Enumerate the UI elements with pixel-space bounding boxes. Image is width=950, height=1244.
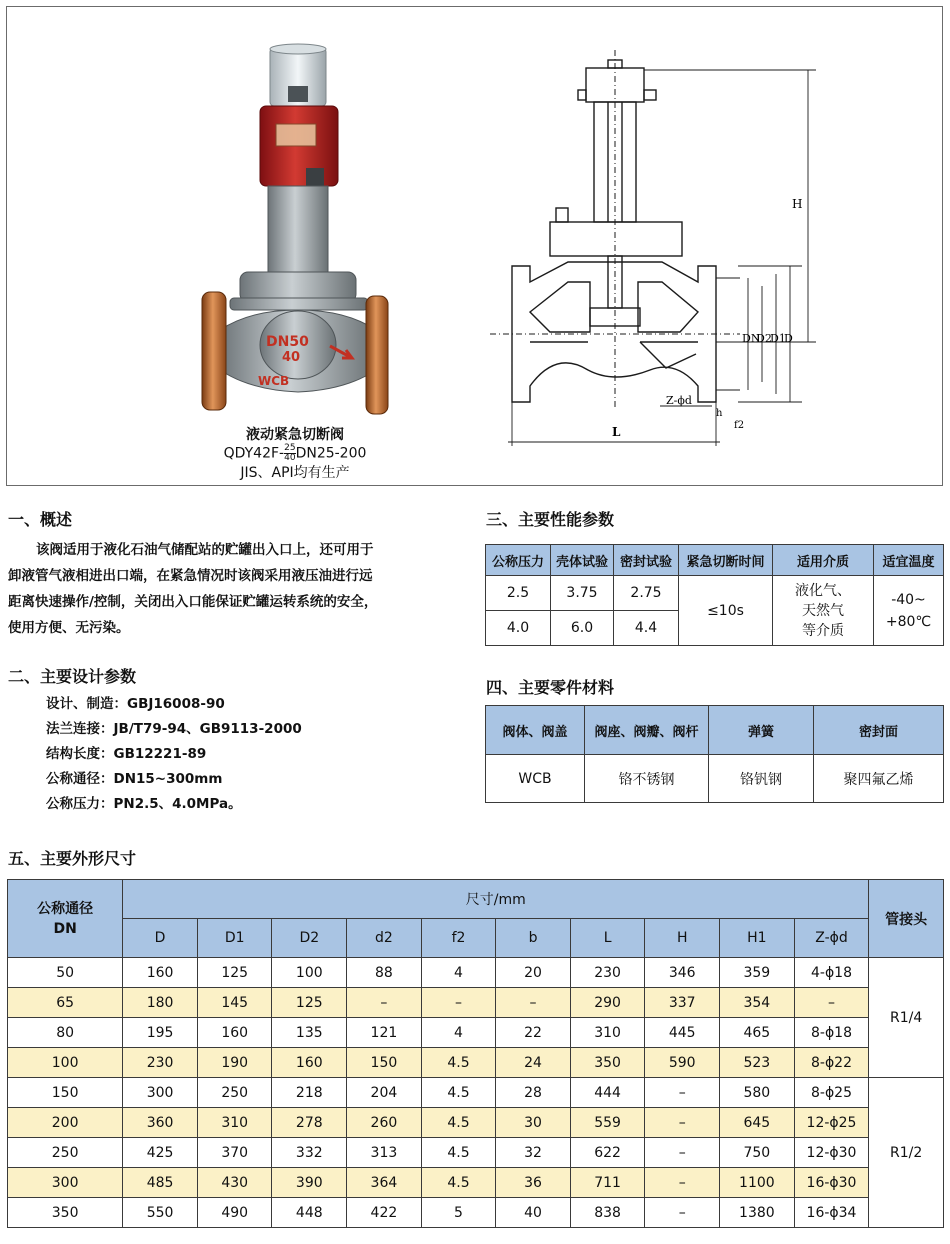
model-prefix: QDY42F- xyxy=(223,445,285,462)
section-5-title: 五、主要外形尺寸 xyxy=(8,849,137,868)
cell: 3.75 xyxy=(551,576,614,611)
cell: 559 xyxy=(570,1108,645,1138)
cell: 16-ϕ30 xyxy=(794,1168,869,1198)
param-length: 结构长度：GB12221-89 xyxy=(46,746,207,762)
th-shell-test: 壳体试验 xyxy=(551,545,614,576)
cell: 523 xyxy=(720,1048,795,1078)
cell: 354 xyxy=(720,988,795,1018)
cell: 150 xyxy=(347,1048,422,1078)
cell: 300 xyxy=(8,1168,123,1198)
table-row xyxy=(8,1168,944,1198)
model-frac-top: 25 xyxy=(284,443,296,453)
th-col-d: D xyxy=(123,919,198,958)
cell: 150 xyxy=(8,1078,123,1108)
th-col-f2: f2 xyxy=(421,919,496,958)
cell: 350 xyxy=(8,1198,123,1228)
cell: 12-ϕ25 xyxy=(794,1108,869,1138)
medium-line: 液化气、 xyxy=(795,582,851,599)
cell: 160 xyxy=(197,1018,272,1048)
cell: 88 xyxy=(347,958,422,988)
cell: 550 xyxy=(123,1198,198,1228)
cell: WCB xyxy=(486,755,585,803)
cell: 444 xyxy=(570,1078,645,1108)
cell: 4.4 xyxy=(614,611,679,646)
cell: 422 xyxy=(347,1198,422,1228)
cell: 430 xyxy=(197,1168,272,1198)
cell: 12-ϕ30 xyxy=(794,1138,869,1168)
cell: 80 xyxy=(8,1018,123,1048)
cell: 190 xyxy=(197,1048,272,1078)
cell: 100 xyxy=(8,1048,123,1078)
medium-line: 等介质 xyxy=(802,622,844,639)
cell: 30 xyxy=(496,1108,571,1138)
cell: – xyxy=(496,988,571,1018)
cell: 485 xyxy=(123,1168,198,1198)
table-row xyxy=(8,1198,944,1228)
overview-line-3: 距离快速操作/控制，关闭出入口能保证贮罐运转系统的安全， xyxy=(8,594,378,610)
section-2-title: 二、主要设计参数 xyxy=(8,667,137,686)
th-col-z-phi-d: Z-ϕd xyxy=(794,919,869,958)
model-pressure-fraction xyxy=(284,444,295,463)
cell: 425 xyxy=(123,1138,198,1168)
performance-row xyxy=(486,576,944,611)
cell: – xyxy=(645,1138,720,1168)
cell: 313 xyxy=(347,1138,422,1168)
cell: 332 xyxy=(272,1138,347,1168)
cell: 711 xyxy=(570,1168,645,1198)
cell: 65 xyxy=(8,988,123,1018)
label-l: L xyxy=(612,425,621,439)
th-col-h1: H1 xyxy=(720,919,795,958)
cell: 390 xyxy=(272,1168,347,1198)
cell: 16-ϕ34 xyxy=(794,1198,869,1228)
cell: – xyxy=(645,1168,720,1198)
cell: 28 xyxy=(496,1078,571,1108)
valve-caption-name: 液动紧急切断阀 xyxy=(246,427,344,443)
performance-table xyxy=(485,544,944,646)
th-nominal-pressure: 公称压力 xyxy=(486,545,551,576)
cell: 1380 xyxy=(720,1198,795,1228)
cell: 145 xyxy=(197,988,272,1018)
th-col-h: H xyxy=(645,919,720,958)
cell: 4-ϕ18 xyxy=(794,958,869,988)
th-col-l: L xyxy=(570,919,645,958)
table-row xyxy=(8,1078,944,1108)
materials-header-row xyxy=(486,706,944,755)
cell: 490 xyxy=(197,1198,272,1228)
cell: 346 xyxy=(645,958,720,988)
th-spring: 弹簧 xyxy=(709,706,814,755)
th-cutoff-time: 紧急切断时间 xyxy=(679,545,773,576)
table-row xyxy=(8,1018,944,1048)
cell: 4.5 xyxy=(421,1168,496,1198)
cell: 聚四氟乙烯 xyxy=(814,755,944,803)
cell: 250 xyxy=(8,1138,123,1168)
label-d: D xyxy=(784,332,793,345)
materials-row xyxy=(486,755,944,803)
cell: 5 xyxy=(421,1198,496,1228)
table-row xyxy=(8,988,944,1018)
cell: 580 xyxy=(720,1078,795,1108)
valve-photo xyxy=(190,40,400,425)
th-dn-line: 公称通径 xyxy=(37,900,94,917)
cell: 4 xyxy=(421,958,496,988)
medium-line: 天然气 xyxy=(802,602,844,619)
cell: 125 xyxy=(272,988,347,1018)
th-col-small-d2: d2 xyxy=(347,919,422,958)
cell: 204 xyxy=(347,1078,422,1108)
cell: 135 xyxy=(272,1018,347,1048)
performance-header-row xyxy=(486,545,944,576)
cell: 2.75 xyxy=(614,576,679,611)
cell: 8-ϕ25 xyxy=(794,1078,869,1108)
cell: 590 xyxy=(645,1048,720,1078)
cell: 200 xyxy=(8,1108,123,1138)
dimensions-table xyxy=(7,879,944,1228)
dimensions-header-row-1 xyxy=(8,880,944,919)
temperature-line: -40~ xyxy=(891,591,926,608)
cell: 1100 xyxy=(720,1168,795,1198)
section-1-title: 一、概述 xyxy=(8,510,73,529)
model-suffix: DN25-200 xyxy=(295,445,367,462)
cell: 4.5 xyxy=(421,1048,496,1078)
cell: 364 xyxy=(347,1168,422,1198)
th-nominal-dn xyxy=(8,880,123,958)
pipe-joint-cell: R1/2 xyxy=(869,1078,944,1228)
cell: 838 xyxy=(570,1198,645,1228)
cell: 4.5 xyxy=(421,1108,496,1138)
cell: 218 xyxy=(272,1078,347,1108)
cell: 310 xyxy=(197,1108,272,1138)
valve-model xyxy=(200,444,390,464)
cell: 310 xyxy=(570,1018,645,1048)
cell: 125 xyxy=(197,958,272,988)
th-pipe-joint: 管接头 xyxy=(869,880,944,958)
cell: 250 xyxy=(197,1078,272,1108)
param-flange: 法兰连接：JB/T79-94、GB9113-2000 xyxy=(46,721,302,737)
valve-marking-size: DN50 xyxy=(266,334,309,350)
cell: 50 xyxy=(8,958,123,988)
cell: 160 xyxy=(272,1048,347,1078)
cell: 6.0 xyxy=(551,611,614,646)
label-dn: DN xyxy=(742,332,761,345)
cell: 645 xyxy=(720,1108,795,1138)
cell: 32 xyxy=(496,1138,571,1168)
cell: 铬钒钢 xyxy=(709,755,814,803)
th-seal-face: 密封面 xyxy=(814,706,944,755)
label-d2: D2 xyxy=(756,332,772,345)
temperature-line: +80℃ xyxy=(885,613,932,630)
cell: 4 xyxy=(421,1018,496,1048)
dimensions-body xyxy=(8,958,944,1228)
cell: 4.5 xyxy=(421,1138,496,1168)
th-seat-disc-stem: 阀座、阀瓣、阀杆 xyxy=(585,706,709,755)
table-row xyxy=(8,958,944,988)
cell: 8-ϕ22 xyxy=(794,1048,869,1078)
cell: 160 xyxy=(123,958,198,988)
th-temperature: 适宜温度 xyxy=(874,545,944,576)
cell: 445 xyxy=(645,1018,720,1048)
cell: 20 xyxy=(496,958,571,988)
cell: 750 xyxy=(720,1138,795,1168)
cell: 8-ϕ18 xyxy=(794,1018,869,1048)
valve-model-note: JIS、API均有生产 xyxy=(240,465,350,481)
section-4-title: 四、主要零件材料 xyxy=(486,678,615,697)
cell: 230 xyxy=(123,1048,198,1078)
cell: 360 xyxy=(123,1108,198,1138)
cell: 260 xyxy=(347,1108,422,1138)
th-medium: 适用介质 xyxy=(773,545,874,576)
valve-marking-material: WCB xyxy=(258,374,290,388)
medium-value xyxy=(773,576,874,646)
th-dn-line: DN xyxy=(53,920,77,937)
cell: 100 xyxy=(272,958,347,988)
cell: 22 xyxy=(496,1018,571,1048)
cell: – xyxy=(794,988,869,1018)
th-seal-test: 密封试验 xyxy=(614,545,679,576)
overview-line-2: 卸液管气液相进出口端，在紧急情况时该阀采用液压油进行远 xyxy=(8,568,373,584)
technical-drawing xyxy=(490,50,830,450)
model-frac-bottom: 40 xyxy=(284,453,296,463)
cell: 622 xyxy=(570,1138,645,1168)
overview-line-1: 该阀适用于液化石油气储配站的贮罐出入口上，还可用于 xyxy=(36,542,374,558)
param-design: 设计、制造：GBJ16008-90 xyxy=(46,696,225,712)
th-dimensions-group: 尺寸/mm xyxy=(123,880,869,919)
cell: 4.5 xyxy=(421,1078,496,1108)
label-d1: D1 xyxy=(770,332,786,345)
valve-marking-pressure: 40 xyxy=(282,350,301,365)
th-col-d1: D1 xyxy=(197,919,272,958)
cell: 180 xyxy=(123,988,198,1018)
cell: 195 xyxy=(123,1018,198,1048)
label-f2: f2 xyxy=(734,420,745,431)
cell: – xyxy=(421,988,496,1018)
overview-line-4: 使用方便、无污染。 xyxy=(8,620,130,636)
cell: 230 xyxy=(570,958,645,988)
th-body-bonnet: 阀体、阀盖 xyxy=(486,706,585,755)
cell: 4.0 xyxy=(486,611,551,646)
cell: 278 xyxy=(272,1108,347,1138)
param-pressure: 公称压力：PN2.5、4.0MPa。 xyxy=(46,796,242,812)
cell: – xyxy=(645,1198,720,1228)
temperature-value xyxy=(874,576,944,646)
pipe-joint-cell: R1/4 xyxy=(869,958,944,1078)
cell: 337 xyxy=(645,988,720,1018)
cell: 24 xyxy=(496,1048,571,1078)
cutoff-time-value: ≤10s xyxy=(679,576,773,646)
label-small-h: h xyxy=(716,408,723,419)
section-1-body xyxy=(8,537,448,641)
cell: 2.5 xyxy=(486,576,551,611)
cell: – xyxy=(645,1078,720,1108)
table-row xyxy=(8,1048,944,1078)
dimensions-header-row-2 xyxy=(8,919,944,958)
materials-table xyxy=(485,705,944,803)
param-diameter: 公称通径：DN15~300mm xyxy=(46,771,223,787)
cell: 121 xyxy=(347,1018,422,1048)
cell: 465 xyxy=(720,1018,795,1048)
th-col-b: b xyxy=(496,919,571,958)
cell: 铬不锈钢 xyxy=(585,755,709,803)
cell: 359 xyxy=(720,958,795,988)
label-z-phi-d: Z-ϕd xyxy=(666,394,692,407)
cell: 290 xyxy=(570,988,645,1018)
label-h: H xyxy=(792,197,803,211)
cell: 300 xyxy=(123,1078,198,1108)
section-3-title: 三、主要性能参数 xyxy=(486,510,615,529)
cell: – xyxy=(645,1108,720,1138)
cell: 350 xyxy=(570,1048,645,1078)
table-row xyxy=(8,1108,944,1138)
cell: 370 xyxy=(197,1138,272,1168)
design-params-list xyxy=(46,692,446,817)
th-col-d2: D2 xyxy=(272,919,347,958)
cell: 36 xyxy=(496,1168,571,1198)
cell: 448 xyxy=(272,1198,347,1228)
cell: – xyxy=(347,988,422,1018)
table-row xyxy=(8,1138,944,1168)
cell: 40 xyxy=(496,1198,571,1228)
